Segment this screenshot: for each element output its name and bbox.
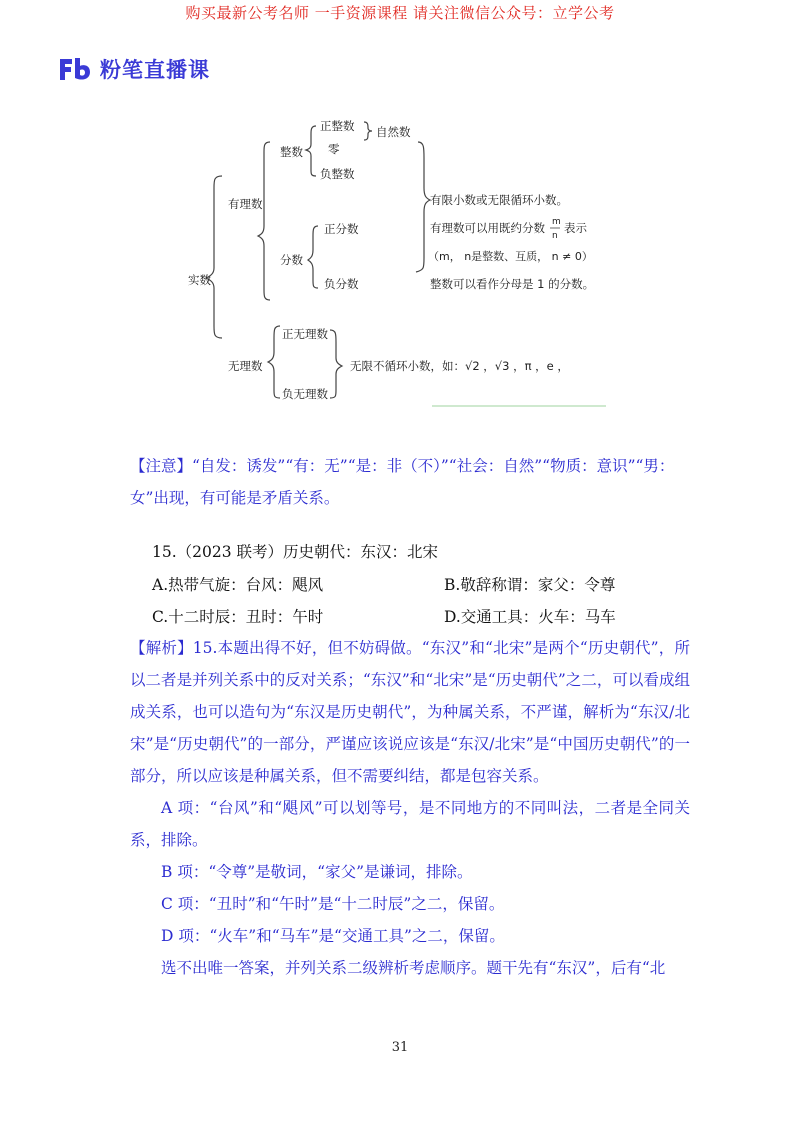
analysis-option-c: C 项：“丑时”和“午时”是“十二时辰”之二，保留。 <box>161 895 505 913</box>
note-integer-as-fraction: 整数可以看作分母是 1 的分数。 <box>430 277 595 291</box>
option-d: D.交通工具：火车：马车 <box>444 608 616 626</box>
analysis-option-b: B 项：“令尊”是敬词，“家父”是谦词，排除。 <box>161 863 473 881</box>
note-paragraph: 【注意】“自发：诱发”“有：无”“是：非（不）”“社会：自然”“物质：意识”“男：女”出现，有可能是矛盾关系。 <box>130 457 675 507</box>
analysis-option-d: D 项：“火车”和“马车”是“交通工具”之二，保留。 <box>161 927 505 945</box>
logo-text: 粉笔直播课 <box>100 58 210 82</box>
label-positive-irrational: 正无理数 <box>282 327 328 341</box>
label-negative-irrational: 负无理数 <box>282 387 328 401</box>
label-irrational: 无理数 <box>228 359 263 373</box>
fenbi-logo <box>58 54 210 84</box>
note-finite-decimal: 有限小数或无限循环小数。 <box>430 193 568 207</box>
label-integer: 整数 <box>280 145 303 159</box>
analysis-block <box>130 632 690 984</box>
real-number-classification-diagram <box>170 108 620 413</box>
option-a: A.热带气旋：台风：飓风 <box>152 576 324 594</box>
note-fraction-denominator: n <box>552 231 558 241</box>
label-negative-integer: 负整数 <box>320 167 355 181</box>
option-c: C.十二时辰：丑时：午时 <box>152 608 324 626</box>
label-fraction: 分数 <box>280 253 303 267</box>
page-number: 31 <box>391 1040 409 1055</box>
label-negative-fraction: 负分数 <box>324 277 359 291</box>
analysis-option-a: A 项：“台风”和“飓风”可以划等号，是不同地方的不同叫法，二者是全同关系，排除。 <box>130 799 690 849</box>
fb-logo-icon <box>58 56 92 82</box>
question-title: 15.（2023 联考）历史朝代：东汉：北宋 <box>152 543 439 561</box>
note-fraction-numerator: m <box>552 217 561 227</box>
watermark-banner: 购买最新公考名师 一手资源课程 请关注微信公众号：立学公考 <box>185 4 615 22</box>
label-positive-integer: 正整数 <box>320 119 355 133</box>
label-positive-fraction: 正分数 <box>324 222 359 236</box>
analysis-main: 【解析】15.本题出得不好，但不妨碍做。“东汉”和“北宋”是两个“历史朝代”，所以二者是并列关系中的反对关系；“东汉”和“北宋”是“历史朝代”之二，可以看成组成关系，也可以造句为“东汉是历史朝代”，为种属关系，不严谨，解析为“东汉/北宋”是“历史朝代”的一部分，严谨应该说应该是“东汉/北宋”是“中国历史朝代”的一部分，所以应该是种属关系，但不需要纠结，都是包容关系。 <box>130 639 690 785</box>
note-irrational-definition: 无限不循环小数，如：√2 ，√3 ，π ，e ， <box>350 359 569 373</box>
label-rational: 有理数 <box>228 197 263 211</box>
note-fraction-representation: 有理数可以用既约分数 <box>430 221 545 235</box>
option-b: B.敬辞称谓：家父：令尊 <box>444 576 616 594</box>
note-coprime-condition: （m， n是整数、互质， n ≠ 0） <box>428 250 593 263</box>
label-natural-number: 自然数 <box>376 125 411 139</box>
label-real-number: 实数 <box>188 273 211 287</box>
label-zero: 零 <box>328 142 340 156</box>
note-fraction-represent-word: 表示 <box>564 221 587 235</box>
analysis-conclusion: 选不出唯一答案，并列关系二级辨析考虑顺序。题干先有“东汉”，后有“北 <box>161 959 666 977</box>
